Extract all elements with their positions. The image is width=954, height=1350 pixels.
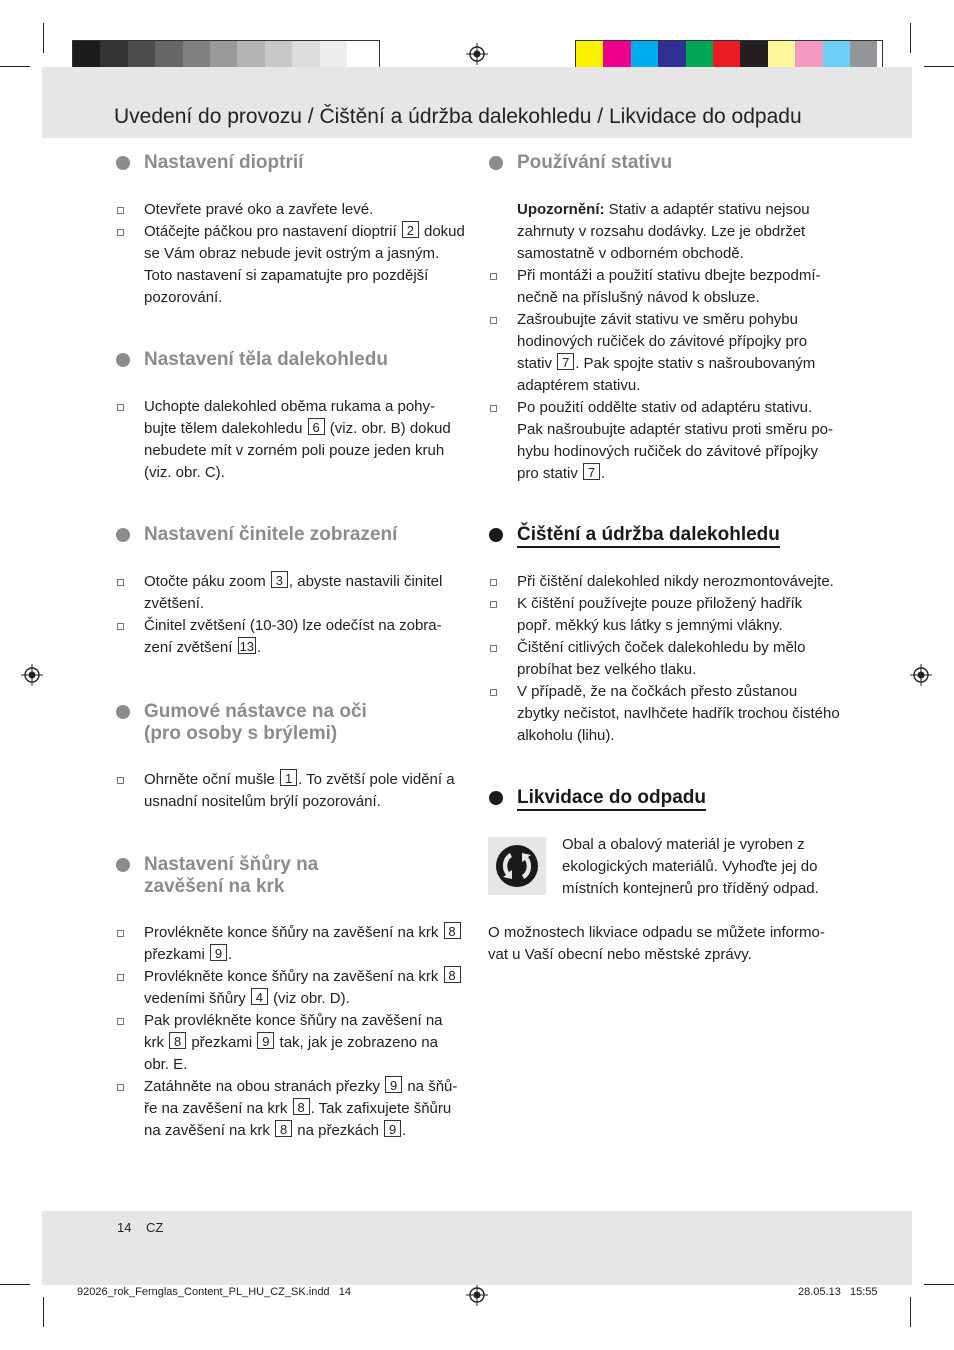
color-swatch [128,41,155,68]
section-title: Nastavení činitele zobrazení [144,524,397,546]
color-swatch [713,41,740,68]
section-title: Používání stativu [517,152,672,174]
checkbox-bullet-icon [490,317,497,324]
color-swatch [740,41,767,68]
part-number: 1 [280,769,297,786]
bullet-dot-icon [489,156,503,170]
crop-mark [924,66,954,67]
color-swatch [823,41,850,68]
list-item: Ohrněte oční mušle 1 . To zvětší pole vidění a usnadní nositelům brýlí pozorování. [144,769,474,813]
section-title: Likvidace do odpadu [517,787,706,809]
language-code: CZ [146,1220,164,1235]
part-number: 8 [444,922,461,939]
bullet-dot-icon [116,705,130,719]
color-swatch [347,41,374,68]
list-item: Při montáži a použití stativu dbejte bezpodmí- nečně na příslušný návod k obsluze. [517,265,847,309]
registration-mark-icon [910,664,932,686]
registration-mark-icon [466,1284,488,1306]
part-number: 9 [210,944,227,961]
part-number: 3 [271,571,288,588]
part-number: 7 [557,353,574,370]
list-item: Zašroubujte závit stativu ve směru pohybu hodinových ručiček do závitové přípojky pro stativ 7 . Pak spojte stativ s našroubovaným adaptérem stativu. [517,309,847,397]
section-body [144,396,474,484]
color-swatch [183,41,210,68]
part-number: 6 [308,418,325,435]
color-swatch [237,41,264,68]
checkbox-bullet-icon [117,1018,124,1025]
date-imprint: 28.05.13 15:55 [798,1286,878,1298]
color-swatch [768,41,795,68]
green-dot-recycle-icon [488,837,546,895]
list-item: V případě, že na čočkách přesto zůstanou zbytky nečistot, navlhčete hadřík trochou čistého alkoholu (lihu). [517,681,847,747]
crop-mark [0,1284,30,1285]
checkbox-bullet-icon [490,273,497,280]
section-title: Gumové nástavce na oči (pro osoby s brýlemi) [144,701,367,745]
grey-scale-bar [72,40,380,69]
section-body [144,769,474,813]
list-item: Po použití oddělte stativ od adaptéru stativu. Pak našroubujte adaptér stativu proti směru po- hybu hodinových ručiček do závitové přípojky pro stativ 7 . [517,397,847,485]
part-number: 4 [251,988,268,1005]
crop-mark [910,23,911,53]
list-item: Zatáhněte na obou stranách přezky 9 na šňů- ře na zavěšení na krk 8 . Tak zafixujete šňůru na zavěšení na krk 8 na přezkách 9 . [144,1076,474,1142]
color-swatch [155,41,182,68]
list-item: Otevřete pravé oko a zavřete levé. [144,199,474,221]
part-number: 8 [293,1098,310,1115]
part-number: 9 [384,1120,401,1137]
bullet-dot-icon [489,528,503,542]
color-swatch [850,41,877,68]
part-number: 8 [444,966,461,983]
list-item: Činitel zvětšení (10-30) lze odečíst na zobra- zení zvětšení 13 . [144,615,474,659]
section-body [144,199,474,309]
list-item: Uchopte dalekohled oběma rukama a pohy- bujte tělem dalekohledu 6 (viz. obr. B) dokud nebudete mít v zorném poli pouze jeden kruh (viz. obr. C). [144,396,474,484]
color-swatch [210,41,237,68]
file-imprint: 92026_rok_Fernglas_Content_PL_HU_CZ_SK.indd 14 [77,1286,351,1298]
header-band [42,67,912,138]
footer-band [42,1211,912,1285]
crop-mark [924,1284,954,1285]
crop-mark [910,1297,911,1327]
recycling-text: Obal a obalový materiál je vyroben z ekologických materiálů. Vyhoďte jej do místních kontejnerů pro tříděný odpad. [562,836,819,897]
checkbox-bullet-icon [117,1084,124,1091]
checkbox-bullet-icon [117,623,124,630]
registration-mark-icon [466,43,488,65]
crop-mark [43,23,44,53]
checkbox-bullet-icon [117,579,124,586]
note: Upozornění: Stativ a adaptér stativu nejsou zahrnuty v rozsahu dodávky. Lze je obdržet samostatně v odborném obchodě. [517,201,810,262]
color-swatch [603,41,630,68]
part-number: 8 [275,1120,292,1137]
checkbox-bullet-icon [117,974,124,981]
color-swatch [73,41,100,68]
section-title: Čištění a údržba dalekohledu [517,524,780,546]
section-body [144,571,474,659]
section-body [517,199,847,485]
bullet-dot-icon [489,791,503,805]
checkbox-bullet-icon [117,229,124,236]
checkbox-bullet-icon [490,645,497,652]
process-color-bar [575,40,883,69]
color-swatch [576,41,603,68]
checkbox-bullet-icon [490,689,497,696]
list-item: Provlékněte konce šňůry na zavěšení na krk 8 vedeními šňůry 4 (viz obr. D). [144,966,474,1010]
section-title: Nastavení těla dalekohledu [144,349,388,371]
list-item: Pak provlékněte konce šňůry na zavěšení na krk 8 přezkami 9 tak, jak je zobrazeno na obr. E. [144,1010,474,1076]
part-number: 9 [257,1032,274,1049]
color-swatch [292,41,319,68]
registration-mark-icon [21,664,43,686]
bullet-dot-icon [116,528,130,542]
checkbox-bullet-icon [117,207,124,214]
checkbox-bullet-icon [490,601,497,608]
part-number: 9 [385,1076,402,1093]
bullet-dot-icon [116,353,130,367]
crop-mark [43,1297,44,1327]
checkbox-bullet-icon [490,579,497,586]
section-body [517,571,847,747]
page-number: 14 [117,1220,132,1235]
checkbox-bullet-icon [490,405,497,412]
checkbox-bullet-icon [117,930,124,937]
list-item: Provlékněte konce šňůry na zavěšení na krk 8 přezkami 9 . [144,922,474,966]
part-number: 7 [583,463,600,480]
color-swatch [100,41,127,68]
section-body [144,922,474,1142]
color-swatch [265,41,292,68]
bullet-dot-icon [116,858,130,872]
checkbox-bullet-icon [117,404,124,411]
list-item: Při čištění dalekohled nikdy nerozmontovávejte. [517,571,847,593]
part-number: 8 [169,1032,186,1049]
color-swatch [631,41,658,68]
list-item: K čištění používejte pouze přiložený hadřík popř. měkký kus látky s jemnými vlákny. [517,593,847,637]
checkbox-bullet-icon [117,777,124,784]
part-number: 2 [402,221,419,238]
list-item: Otáčejte páčkou pro nastavení dioptrií 2 dokud se Vám obraz nebude jevit ostrým a jasným. Toto nastavení si zapamatujte pro pozdější pozorování. [144,221,474,309]
color-swatch [795,41,822,68]
recycling-symbol [488,837,546,895]
color-swatch [658,41,685,68]
list-item: Čištění citlivých čoček dalekohledu by mělo probíhat bez velkého tlaku. [517,637,847,681]
color-swatch [320,41,347,68]
part-number: 13 [239,639,255,654]
page-title: Uvedení do provozu / Čištění a údržba dalekohledu / Likvidace do odpadu [114,105,802,128]
disposal-info: O možnostech likviace odpadu se můžete informo- vat u Vaší obecní nebo městské zprávy. [488,924,825,963]
bullet-dot-icon [116,156,130,170]
crop-mark [0,66,30,67]
section-title: Nastavení šňůry na zavěšení na krk [144,854,318,898]
section-title: Nastavení dioptrií [144,152,303,174]
color-swatch [686,41,713,68]
list-item: Otočte páku zoom 3 , abyste nastavili činitel zvětšení. [144,571,474,615]
